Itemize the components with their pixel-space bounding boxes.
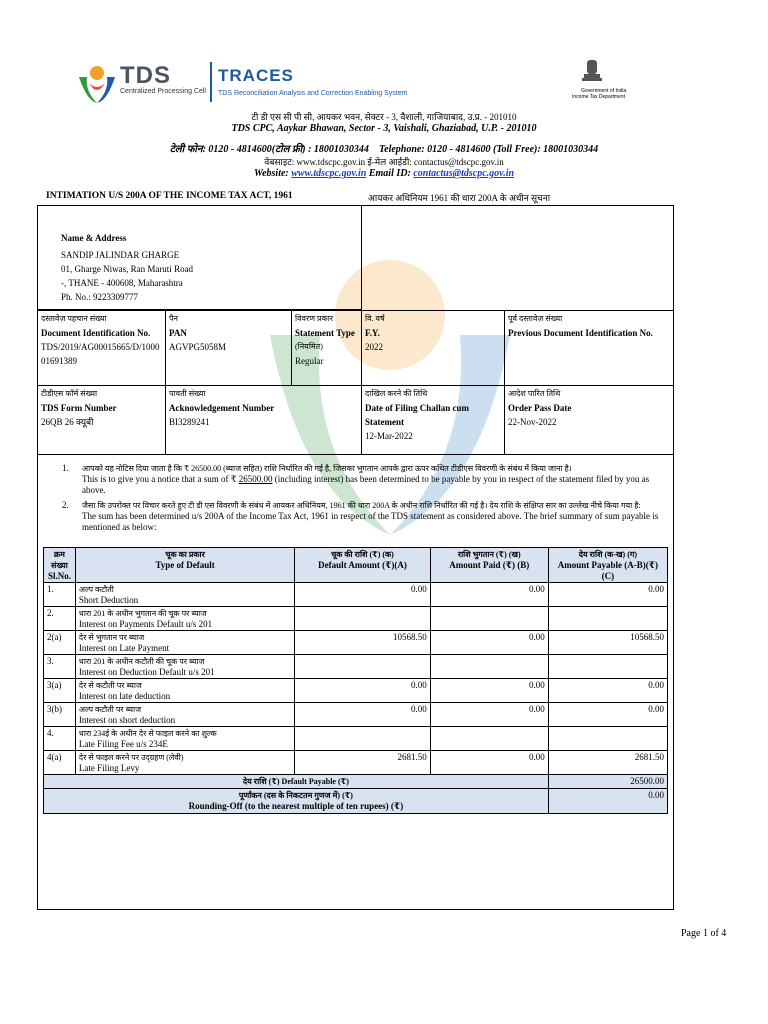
header-divider xyxy=(210,62,212,102)
name-address-label: Name & Address xyxy=(61,233,127,243)
table-row xyxy=(44,751,668,775)
col-payable-hindi: देय राशि (क-ख) (ग) xyxy=(578,550,638,559)
row-sl: 2. xyxy=(44,607,76,631)
ack-value: BI3289241 xyxy=(169,417,210,427)
website-link[interactable]: www.tdscpc.gov.in xyxy=(291,168,367,179)
row-amount-paid xyxy=(430,655,548,679)
email-label: Email ID: xyxy=(368,168,411,179)
pan-hindi: पैन xyxy=(169,314,178,323)
col-sl-hindi: क्रम संख्या xyxy=(51,550,68,570)
row-default-amount: 0.00 xyxy=(295,583,430,607)
para-2-text: The sum has been determined u/s 200A of the Income Tax Act, 1961 in respect of the TDS statement as considered above. The brief summary of sum payable is mentioned as below: xyxy=(82,511,659,532)
fy-cell xyxy=(361,310,505,386)
row-default-amount xyxy=(295,727,430,751)
statement-type-cell xyxy=(291,310,362,386)
order-date-cell xyxy=(504,385,674,455)
row-sl: 4(a) xyxy=(44,751,76,775)
prev-doc-label: Previous Document Identification No. xyxy=(508,328,653,338)
statement-type-value: Regular xyxy=(295,356,324,366)
page-title: INTIMATION U/S 200A OF THE INCOME TAX ACT, 1961 xyxy=(46,191,293,201)
web-hindi: वेबसाइट: www.tdscpc.gov.in ई-मेल आईडी: contactus@tdscpc.gov.in xyxy=(264,157,504,167)
row-type-hindi: धारा 201 के अधीन भुगतान की चूक पर ब्याज xyxy=(78,609,207,618)
row-sl: 3(a) xyxy=(44,679,76,703)
table-row xyxy=(44,679,668,703)
phone-number: Ph. No.: 9223309777 xyxy=(61,292,139,302)
gov-india-text: Government of India xyxy=(581,88,627,94)
col-paid-hindi: राशि भुगतान (₹) (ख) xyxy=(457,550,521,559)
fy-value: 2022 xyxy=(365,342,383,352)
row-sl: 3. xyxy=(44,655,76,679)
tds-form-label: TDS Form Number xyxy=(41,403,117,413)
row-amount-paid: 0.00 xyxy=(430,583,548,607)
para-2-num: 2. xyxy=(62,500,69,510)
row-amount-payable: 0.00 xyxy=(548,679,667,703)
rounding-row xyxy=(44,789,668,814)
rounding-hindi: पूर्णांकन (दस के निकटतम गुणज में) (₹) xyxy=(238,791,353,800)
pan-label: PAN xyxy=(169,328,187,338)
doc-id-value: TDS/2019/AG00015665/D/100001691389 xyxy=(41,342,160,366)
row-default-amount: 2681.50 xyxy=(295,751,430,775)
tds-form-value: 26QB 26 क्यूबी xyxy=(41,417,94,427)
address-line-1: 01, Gharge Niwas, Ran Maruti Road xyxy=(61,264,194,274)
tds-form-cell xyxy=(37,385,166,455)
pan-value: AGVPG5058M xyxy=(169,342,227,352)
telephone-text: Telephone: 0120 - 4814600 (Toll Free): 18001030344 xyxy=(378,144,599,155)
row-amount-payable: 0.00 xyxy=(548,703,667,727)
row-type-hindi: धारा 201 के अधीन कटौती की चूक पर ब्याज xyxy=(78,657,205,666)
ack-hindi: पावती संख्या xyxy=(169,389,206,398)
website-label: Website: xyxy=(253,168,289,179)
row-type-hindi: अल्प कटौती xyxy=(78,585,114,594)
para-2 xyxy=(62,500,662,533)
statement-hindi: विवरण प्रकार xyxy=(295,314,334,323)
doc-id-cell xyxy=(37,310,166,386)
para-1 xyxy=(62,463,662,496)
statement-label: Statement Type xyxy=(295,328,355,338)
ack-cell xyxy=(165,385,362,455)
col-default-hindi: चूक की राशि (₹) (क) xyxy=(331,550,394,559)
statement-type-hindi: (नियमित) xyxy=(295,342,323,351)
col-sl-header: Sl.No. xyxy=(47,571,71,581)
row-sl: 3(b) xyxy=(44,703,76,727)
para-1-num: 1. xyxy=(62,463,69,473)
default-summary-table xyxy=(43,547,668,814)
order-date-label: Order Pass Date xyxy=(508,403,572,413)
row-type-hindi: धारा 234ई के अधीन देर से फाइल करने का शुल्क xyxy=(78,729,217,738)
tds-logo-text: TDS xyxy=(120,62,171,89)
total-label: Default Payable (₹) xyxy=(281,777,349,786)
addressee-name: SANDIP JALINDAR GHARGE xyxy=(61,250,180,260)
table-row xyxy=(44,655,668,679)
para-1-amount: 26500.00 xyxy=(238,474,273,484)
row-type-hindi: देर से भुगतान पर ब्याज xyxy=(78,633,145,642)
col-default-header: Default Amount (₹)(A) xyxy=(318,560,407,570)
prev-doc-cell xyxy=(504,310,674,386)
para-2-hindi: जैसा कि उपरोक्त पर विचार करते हुए टी डी एस विवरणी के संबंध में आयकर अधिनियम, 1961 की धारा 200A के अधीन राशि निर्धारित की गई है। देय राशि के संक्षिप्त सार का उल्लेख नीचे किया गया है: xyxy=(82,501,641,510)
table-header-row xyxy=(44,548,668,583)
row-amount-paid: 0.00 xyxy=(430,751,548,775)
tds-form-hindi: टीडीएस फॉर्म संख्या xyxy=(41,389,98,398)
row-sl: 1. xyxy=(44,583,76,607)
row-amount-payable xyxy=(548,655,667,679)
hindi-address: टी डी एस सी पी सी, आयकर भवन, सेक्टर - 3, वैशाली, गाजियाबाद, उ.प्र. - 201010 xyxy=(251,112,517,122)
pan-cell xyxy=(165,310,292,386)
total-value: 26500.00 xyxy=(548,775,667,789)
filing-date-hindi: दाखिल करने की तिथि xyxy=(365,389,428,398)
table-row xyxy=(44,607,668,631)
row-default-amount xyxy=(295,607,430,631)
total-hindi: देय राशि (₹) xyxy=(242,777,280,786)
row-amount-payable: 0.00 xyxy=(548,583,667,607)
fy-hindi: वि. वर्ष xyxy=(365,314,385,323)
income-tax-dept-text: Income Tax Department xyxy=(572,94,625,100)
total-row xyxy=(44,775,668,789)
row-type-hindi: अल्प कटौती पर ब्याज xyxy=(78,705,142,714)
doc-id-label: Document Identification No. xyxy=(41,328,151,338)
row-default-amount xyxy=(295,655,430,679)
row-amount-paid: 0.00 xyxy=(430,679,548,703)
ack-label: Acknowledgement Number xyxy=(169,403,275,413)
para-1-text-post: (including interest) has been determined to be payable by you in respect of the statement filed by you as above. xyxy=(82,474,650,495)
tds-logo-icon xyxy=(75,63,119,112)
row-type: Interest on late deduction xyxy=(78,691,171,701)
page-number: Page 1 of 4 xyxy=(681,928,727,939)
para-1-text-pre: This is to give you a notice that a sum of ₹ xyxy=(82,474,237,484)
prev-doc-hindi: पूर्व दस्तावेज़ संख्या xyxy=(508,314,563,323)
row-default-amount: 0.00 xyxy=(295,679,430,703)
row-type: Short Deduction xyxy=(78,595,139,605)
email-link[interactable]: contactus@tdscpc.gov.in xyxy=(413,168,515,179)
row-type: Interest on Deduction Default u/s 201 xyxy=(78,667,215,677)
filing-date-cell xyxy=(361,385,505,455)
fy-label: F.Y. xyxy=(365,328,380,338)
para-1-hindi: आपको यह नोटिस दिया जाता है कि ₹ 26500.00 (ब्याज सहित) राशि निर्धारित की गई है, जिसका भुगतान आपके द्वारा ऊपर कथित टीडीएस विवरणी के संबंध में किया जाना है। xyxy=(82,464,572,473)
row-amount-payable xyxy=(548,607,667,631)
rounding-label: Rounding-Off (to the nearest multiple of ten rupees) (₹) xyxy=(188,801,404,811)
phone-hindi: टेली फोन: 0120 - 4814600(टोल फ्री) : 18001030344 xyxy=(169,144,369,155)
row-amount-paid: 0.00 xyxy=(430,631,548,655)
cpc-text: Centralized Processing Cell xyxy=(120,88,206,95)
row-sl: 4. xyxy=(44,727,76,751)
order-date-value: 22-Nov-2022 xyxy=(508,417,557,427)
row-type: Late Filing Fee u/s 234E xyxy=(78,739,168,749)
filing-date-label: Date of Filing Challan cum Statement xyxy=(365,403,470,427)
row-type: Interest on Payments Default u/s 201 xyxy=(78,619,213,629)
page-title-hindi: आयकर अधिनियम 1961 की धारा 200A के अधीन सूचना xyxy=(368,193,551,203)
row-amount-payable: 2681.50 xyxy=(548,751,667,775)
cpc-address: TDS CPC, Aaykar Bhawan, Sector - 3, Vaishali, Ghaziabad, U.P. - 201010 xyxy=(231,123,537,134)
row-amount-paid xyxy=(430,607,548,631)
row-type: Interest on short deduction xyxy=(78,715,176,725)
col-type-hindi: चूक का प्रकार xyxy=(165,550,205,559)
rounding-value: 0.00 xyxy=(548,789,667,814)
traces-subtitle: TDS Reconciliation Analysis and Correction Enabling System xyxy=(218,90,408,97)
row-sl: 2(a) xyxy=(44,631,76,655)
row-type: Interest on Late Payment xyxy=(78,643,170,653)
row-type-hindi: देर से कटौती पर ब्याज xyxy=(78,681,142,690)
row-amount-payable xyxy=(548,727,667,751)
col-payable-header: Amount Payable (A-B)(₹) (C) xyxy=(557,560,659,581)
address-cell-border xyxy=(37,205,362,310)
row-amount-paid xyxy=(430,727,548,751)
row-type-hindi: देर से फाइल करने पर उद्ग्रहण (लेवी) xyxy=(78,753,184,762)
col-paid-header: Amount Paid (₹) (B) xyxy=(449,560,530,570)
col-type-header: Type of Default xyxy=(155,560,215,570)
row-default-amount: 10568.50 xyxy=(295,631,430,655)
filing-date-value: 12-Mar-2022 xyxy=(365,431,413,441)
table-row xyxy=(44,583,668,607)
traces-logo-text: TRACES xyxy=(218,66,294,85)
order-date-hindi: आदेश पारित तिथि xyxy=(508,389,561,398)
table-row xyxy=(44,703,668,727)
table-row xyxy=(44,727,668,751)
row-default-amount: 0.00 xyxy=(295,703,430,727)
doc-id-hindi: दस्तावेज़ पहचान संख्या xyxy=(41,314,107,323)
row-amount-payable: 10568.50 xyxy=(548,631,667,655)
row-amount-paid: 0.00 xyxy=(430,703,548,727)
row-type: Late Filing Levy xyxy=(78,763,140,773)
address-line-2: -, THANE - 400608, Maharashtra xyxy=(61,278,183,288)
table-row xyxy=(44,631,668,655)
